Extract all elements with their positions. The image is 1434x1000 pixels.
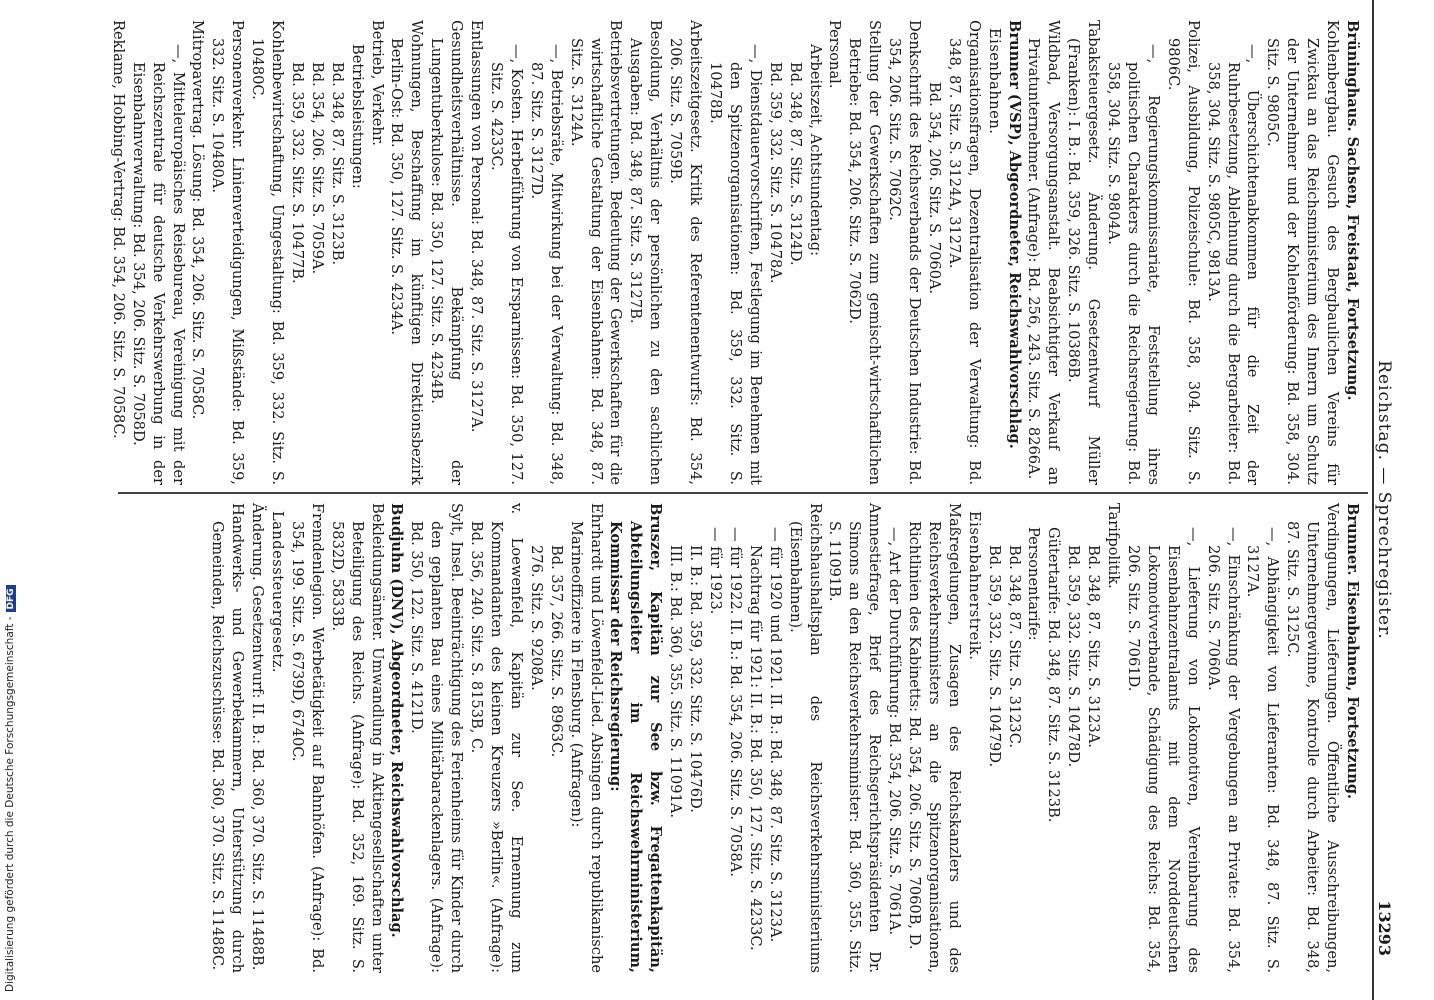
index-entry: Personentarife:	[1025, 527, 1043, 641]
index-entry: Ehrhardt und Löwenfeld-Lied. Absingen durch republikanische Marineoffiziere in Flensburg. (Anfragen):	[567, 503, 605, 973]
index-entry: II. B.: Bd. 359, 332. Sitz. S. 10476D.	[687, 545, 705, 813]
index-entry: Bd. 348, 87. Sitz. S. 3123B.	[328, 62, 346, 266]
index-entry: Kohlenbewirtschaftung, Umgestaltung: Bd. 359, 332. Sitz. S. 10480C.	[249, 20, 287, 485]
index-entry: Personenverkehr. Linienverteidigungen, Mißstände: Bd. 359, 332. Sitz. S. 10480A.	[209, 20, 247, 485]
index-entry: —, Regierungskommissariate, Feststellung ihres politischen Charakters durch die Reichsregierung: Bd. 358, 304. Sitz. S. 9804A.	[1105, 44, 1162, 485]
index-entry: Organisationsfragen, Dezentralisation der Verwaltung: Bd. 348, 87. Sitz. S. 3124A, 3127A.	[945, 20, 983, 485]
index-entry: v. Loewenfeld, Kapitän zur See. Ernennung zum Kommandanten des kleinen Kreuzers »Berlin«. (Anfrage): Bd. 356, 240. Sitz. S. 8153B, C.	[468, 503, 525, 973]
index-entry: Denkschrift des Reichsverbands der Deutschen Industrie: Bd. 354, 206. Sitz. S. 7062C.	[886, 20, 924, 485]
index-entry: Verdingungen, Lieferungen. Öffentliche Ausschreibungen, Unternehmergewinne, Kontrolle durch Arbeiter: Bd. 348, 87. Sitz. S. 3125C.	[1284, 503, 1342, 973]
index-entry: III. B.: Bd. 360, 355. Sitz. S. 11091A.	[667, 545, 685, 818]
index-entry: Eisenbahnerstreik.	[965, 511, 983, 661]
index-entry: —, Art der Durchführung: Bd. 354, 206. Sitz. S. 7061A.	[886, 527, 904, 936]
index-entry: Gütertarife: Bd. 348, 87. Sitz. S. 3123B.	[1045, 527, 1063, 823]
index-entry: Bd. 359, 332. Sitz. S. 10479D.	[985, 545, 1003, 768]
index-entry: Nachtrag für 1921: II. B.: Bd. 350, 127. Sitz. S. 4233C.	[746, 545, 764, 951]
index-entry: Besoldung, Verhältnis der persönlichen zu den sachlichen Ausgaben: Bd. 348, 87. Sitz. S. 3127B.	[627, 20, 665, 485]
index-entry: Arbeitszeit, Achtstundentag:	[806, 44, 824, 256]
column-separator	[118, 492, 1368, 494]
index-entry: 276. Sitz. S. 9208A.	[527, 545, 545, 691]
index-entry: Betriebsvertretungen. Bedeutung der Gewerkschaften für die wirtschaftliche Gestaltung der Eisenbahnen: Bd. 348, 87. Sitz. S. 3124A.	[567, 20, 625, 485]
index-entry: — für 1922. II. B.: Bd. 354, 206. Sitz. S. 7058A.	[726, 527, 744, 877]
index-entry: —, Betriebsräte, Mitwirkung bei der Verwaltung: Bd. 348, 87. Sitz. S. 3127D.	[527, 44, 565, 485]
index-entry: Betrieb, Verkehr.	[368, 20, 386, 146]
index-entry: Bd. 359, 332. Sitz. S. 10478D.	[1065, 545, 1083, 768]
header-rule	[1372, 0, 1374, 1000]
index-entry: Tarifpolitik.	[1105, 503, 1123, 589]
index-entry: —, Einschränkung der Vergebungen an Private: Bd. 354, 206. Sitz. S. 7060A.	[1204, 527, 1242, 973]
index-entry: Landessteuergesetz.	[269, 511, 287, 674]
index-entry: Bd. 357, 266. Sitz. S. 8963C.	[547, 545, 565, 758]
index-entry: Bd. 359, 332. Sitz. S. 10478A.	[766, 62, 784, 284]
index-entry: Bd. 348, 87. Sitz. S. 3123C.	[1005, 545, 1023, 749]
digitization-footer	[4, 585, 16, 992]
index-entry: Bekleidungsämter. Umwandlung in Aktiengesellschaften unter Beteiligung des Reichs. (Anfrage): Bd. 352, 169. Sitz. S. 5832D, 5833B.	[328, 503, 386, 973]
index-entry: Budjuhn (DNV), Abgeordneter, Reichswahlvorschlag.	[388, 503, 406, 938]
index-entry: — für 1923.	[707, 527, 724, 615]
index-entry: Stellung der Gewerkschaften zum gemischt-wirtschaftlichen Betriebe: Bd. 354, 206. Sitz. S. 7062D.	[846, 20, 884, 485]
index-entry: Bd. 348, 87. Sitz. S. 3123A.	[1085, 545, 1103, 748]
index-entry: Sylt, Insel. Beeinträchtigung des Ferienheims für Kinder durch den geplanten Bau eines Militärbarackenlagers. (Anfrage): Bd. 350, 122. Sitz. S. 4121D.	[408, 503, 466, 973]
right-column	[207, 503, 1362, 973]
index-entry: Brunner (VSP), Abgeordneter, Reichswahlvorschlag.	[1005, 20, 1023, 449]
index-entry: Fremdenlegion. Werbetätigkeit auf Bahnhöfen. (Anfrage): Bd. 354, 199. Sitz. S. 6739D, 6740C.	[288, 503, 326, 973]
index-entry: Reichshaushaltsplan des Reichsverkehrsministeriums (Eisenbahnen).	[786, 503, 824, 973]
index-entry: — für 1920 und 1921. II. B.: Bd. 348, 87. Sitz. S. 3123A.	[766, 527, 784, 943]
index-entry: —, Mitteleuropäisches Reisebureau, Vereinigung mit der Reichszentrale für deutsche Verkehrswerbung in der Eisenbahnverwaltung: Bd. 354, 206. Sitz. S. 7058D.	[129, 44, 187, 485]
index-entry: Arbeitszeitgesetz. Kritik des Referentenentwurfs: Bd. 354, 206. Sitz. S. 7059B.	[667, 20, 705, 485]
index-entry: Reklame, Hobbing-Vertrag: Bd. 354, 206. Sitz. S. 7058C.	[109, 20, 127, 439]
index-entry: Handwerks- und Gewerbekammern, Unterstützung durch Gemeinden, Reichszuschüsse: Bd. 360, 370. Sitz. S. 11488C.	[209, 503, 247, 973]
left-column	[108, 20, 1362, 485]
index-entry: Bd. 354, 206. Sitz. S. 7060A.	[925, 82, 943, 295]
index-entry: Tabaksteuergesetz. Änderung. Gesetzentwurf Müller (Franken): I. B.: Bd. 359, 326. Sitz. S. 10386B.	[1065, 20, 1103, 485]
index-entry: Wildbad, Versorgungsanstalt. Beabsichtigter Verkauf an Privatunternehmer. (Anfrage): Bd. 256, 243. Sitz. S. 8266A.	[1025, 20, 1063, 485]
index-entry: Änderung. Gesetzentwurf: II. B.: Bd. 360, 370. Sitz. S. 11488B.	[249, 503, 267, 971]
index-entry: Betriebsleistungen:	[348, 44, 366, 189]
index-entry: —, Überschichtenabkommen für die Zeit der Ruhrbesetzung, Ablehnung durch die Bergarbeiter: Bd. 358, 304. Sitz. S. 9805C, 9813A.	[1204, 44, 1262, 485]
dfg-logo: DFG	[6, 585, 16, 612]
index-entry: Bd. 354, 206. Sitz. S. 7059A.	[308, 62, 326, 275]
index-entry: Maßregelungen, Zusagen des Reichskanzlers und des Reichsverkehrsministers an die Spitzenorganisationen, Richtlinien des Kabinetts: Bd. 354, 206. Sitz. S. 7060B, D.	[906, 503, 963, 973]
index-entry: Gesundheitsverhältnisse. Bekämpfung der Lungentuberkulose: Bd. 350, 127. Sitz. S. 4234B.	[428, 20, 466, 485]
running-title: Reichstag. — Sprechregister.	[1374, 360, 1394, 640]
index-entry: Mitropavertrag. Lösung: Bd. 354, 206. Sitz. S. 7058C.	[189, 20, 207, 420]
index-entry: Bd. 348, 87. Sitz. S. 3124D.	[786, 62, 804, 266]
index-entry: Eisenbahnen.	[985, 28, 1003, 135]
index-entry: Bd. 359, 332. Sitz. S. 10477B.	[288, 62, 306, 284]
index-entry: Wohnungen, Beschaffung im künftigen Direktionsbezirk Berlin-Ost: Bd. 350, 127. Sitz. S. 4234A.	[388, 20, 426, 485]
index-entry: —, Kosten. Herbeiführung von Ersparnissen: Bd. 350, 127. Sitz. S. 4233C.	[488, 44, 525, 485]
page-number: 13293	[1375, 900, 1394, 956]
index-entry: —, Abhängigkeit von Lieferanten: Bd. 348, 87. Sitz. S. 3127A.	[1244, 527, 1282, 973]
index-entry: —, Dienstdauervorschriften, Festlegung im Benehmen mit den Spitzenorganisationen: Bd. 359, 332. Sitz. S. 10478B.	[707, 44, 764, 485]
index-entry: Bruszer, Kapitän zur See bzw. Fregattenkapitän, Abteilungsleiter im Reichswehrministerium, Kommissar der Reichsregierung:	[607, 503, 665, 973]
index-entry: Kohlenbergbau. Gesuch des Bergbaulichen Vereins für Zwickau an das Reichsministerium des Innern um Schutz der Unternehmer und der Kohlenförderung: Bd. 358, 304. Sitz. S. 9805C.	[1264, 20, 1342, 485]
footer-text: Digitalisierung gefördert durch die Deutsche Forschungsgemeinschaft -	[4, 616, 16, 992]
index-entry: Amnestiefrage, Brief des Reichsgerichtspräsidenten Dr. Simons an den Reichsverkehrsminister: Bd. 360, 355. Sitz. S. 11091B.	[826, 503, 884, 973]
index-entry: Personal.	[826, 20, 844, 89]
index-entry: —, Lieferung von Lokomotiven, Vereinbarung des Eisenbahnzentralamts mit dem Norddeutschen Lokomotivverbande, Schädigung des Reichs: Bd. 354, 206. Sitz. S. 7061D.	[1125, 527, 1202, 973]
index-entry: Entlassungen von Personal: Bd. 348, 87. Sitz. S. 3127A.	[468, 20, 486, 433]
index-entry: Polizei, Ausbildung, Polizeischule: Bd. 358, 304. Sitz. S. 9806C.	[1164, 20, 1202, 485]
index-entry: Brunner. Eisenbahnen, Fortsetzung.	[1344, 503, 1361, 800]
index-entry: Brüninghaus. Sachsen, Freistaat, Fortsetzung.	[1344, 20, 1361, 401]
